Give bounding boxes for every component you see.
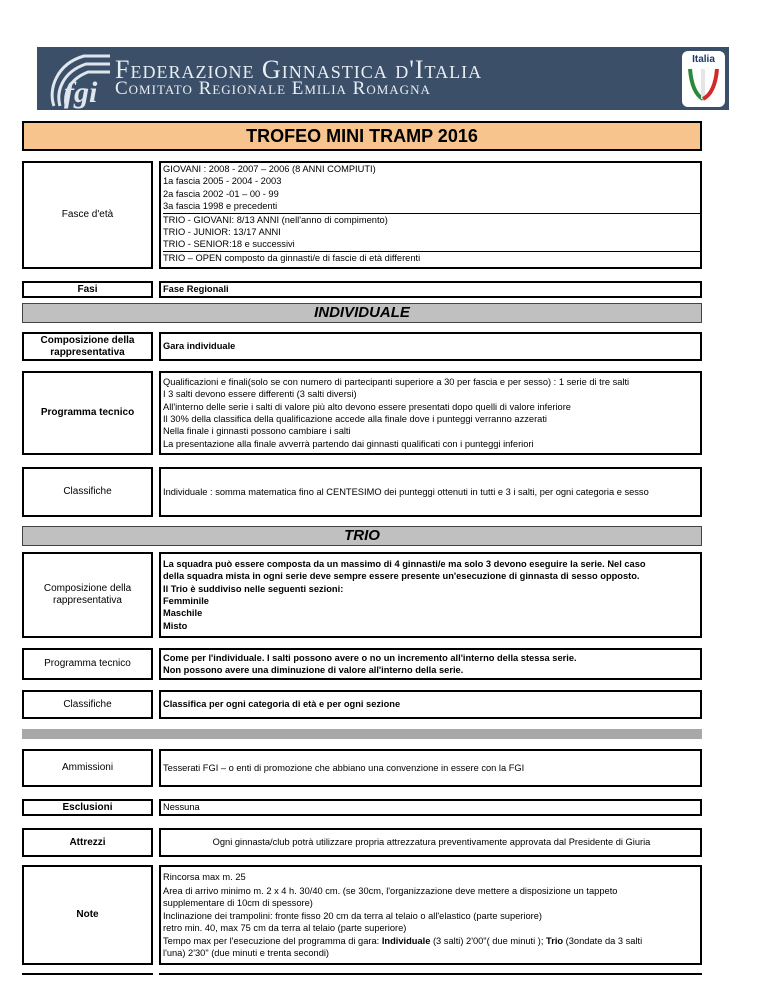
- note-line: [163, 935, 700, 947]
- trio-classifiche-value: Classifica per ogni categoria di età e per ogni sezione: [159, 690, 702, 719]
- fasi-value: Fase Regionali: [159, 281, 702, 298]
- committee-name: Comitato Regionale Emilia Romagna: [115, 78, 431, 99]
- trio-composizione-line: La squadra può essere composta da un massimo di 4 ginnasti/e ma solo 3 devono eseguire la serie. Nel caso: [163, 558, 646, 569]
- section-trio: TRIO: [22, 526, 702, 546]
- trio-programma-line: Non possono avere una diminuzione di valore all'interno della serie.: [163, 665, 464, 675]
- fasce-line: TRIO - JUNIOR: 13/17 ANNI: [163, 227, 281, 238]
- note-line: retro min. 40, max 75 cm da terra al telaio (parte superiore): [163, 923, 407, 934]
- individuale-programma-box: [159, 371, 702, 455]
- esclusioni-label: Esclusioni: [22, 799, 153, 816]
- tricolor-icon: [682, 65, 725, 103]
- page-title: TROFEO MINI TRAMP 2016: [22, 121, 702, 151]
- programma-line: La presentazione alla finale avverrà partendo dai ginnasti qualificati con i punteggi inferiori: [163, 438, 534, 449]
- individuale-composizione-label: Composizione della rappresentativa: [22, 332, 153, 361]
- programma-line: I 3 salti devono essere differenti (3 salti diversi): [163, 389, 357, 400]
- attrezzi-label: Attrezzi: [22, 828, 153, 857]
- trio-programma-label: Programma tecnico: [22, 648, 153, 680]
- note-text: (3ondate da 3 salti: [563, 935, 643, 946]
- note-line: supplementare di 10cm di spessore): [163, 898, 313, 909]
- fasce-box: [159, 161, 702, 269]
- programma-line: Nella finale i ginnasti possono cambiare i salti: [163, 426, 351, 437]
- fgi-logo: [44, 50, 116, 110]
- individuale-classifiche-label: Classifiche: [22, 467, 153, 517]
- trio-composizione-line: Femminile: [163, 596, 209, 606]
- trio-programma-box: [159, 648, 702, 680]
- fasce-line: 2a fascia 2002 -01 – 00 - 99: [163, 188, 279, 199]
- note-text: Tempo max per l'esecuzione del programma di gara:: [163, 935, 382, 946]
- fasce-line: TRIO - SENIOR:18 e successivi: [163, 238, 700, 251]
- note-label: Note: [22, 865, 153, 965]
- individuale-composizione-value: Gara individuale: [159, 332, 702, 361]
- note-box: [159, 865, 702, 965]
- programma-line: All'interno delle serie i salti di valore più alto devono essere presentati dopo quelli di valore inferiore: [163, 401, 571, 412]
- bottom-rule: [22, 973, 153, 975]
- trio-composizione-box: [159, 552, 702, 638]
- fasce-line: GIOVANI : 2008 - 2007 – 2006 (8 ANNI COMPIUTI): [163, 164, 376, 174]
- trio-composizione-line: Il Trio è suddiviso nelle seguenti sezioni:: [163, 583, 344, 594]
- fasce-line: TRIO – OPEN composto da ginnasti/e di fascie di età differenti: [163, 252, 421, 263]
- programma-line: Qualificazioni e finali(solo se con numero di partecipanti superiore a 30 per fascia e per sesso) : 1 serie di tre salti: [163, 376, 630, 387]
- note-line: Rincorsa max m. 25: [163, 871, 246, 882]
- fasce-line: TRIO - GIOVANI: 8/13 ANNI (nell'anno di compimento): [163, 214, 388, 225]
- note-bold: Individuale: [381, 935, 431, 946]
- logo-lettering: fgi: [64, 76, 98, 109]
- trio-composizione-label: Composizione della rappresentativa: [22, 552, 153, 638]
- italia-badge: [682, 51, 725, 107]
- note-bold: Trio: [546, 935, 564, 946]
- trio-composizione-line: Maschile: [163, 608, 203, 619]
- note-line: Area di arrivo minimo m. 2 x 4 h. 30/40 cm. (se 30cm, l'organizzazione deve mettere a disposizione un tappeto: [163, 885, 618, 896]
- fasce-line: 1a fascia 2005 - 2004 - 2003: [163, 176, 282, 187]
- fasce-label: Fasce d'età: [22, 161, 153, 269]
- ammissioni-label: Ammissioni: [22, 749, 153, 787]
- individuale-programma-label: Programma tecnico: [22, 371, 153, 455]
- federation-name: Federazione Ginnastica d'Italia: [115, 55, 483, 84]
- section-individuale: INDIVIDUALE: [22, 303, 702, 323]
- trio-programma-line: Come per l'individuale. I salti possono avere o no un incremento all'interno della stessa serie.: [163, 652, 577, 663]
- italia-badge-text: Italia: [692, 54, 715, 65]
- trio-composizione-line: della squadra mista in ogni serie deve sempre essere presente un'esecuzione di ginnasta di sesso opposto.: [163, 571, 640, 582]
- attrezzi-value: Ogni ginnasta/club potrà utilizzare propria attrezzatura preventivamente approvata dal Presidente di Giuria: [159, 828, 702, 857]
- fasce-line: 3a fascia 1998 e precedenti: [163, 200, 700, 213]
- individuale-classifiche-value: Individuale : somma matematica fino al CENTESIMO dei punteggi ottenuti in tutti e 3 i salti, per ogni categoria e sesso: [159, 467, 702, 517]
- note-line: Inclinazione dei trampolini: fronte fisso 20 cm da terra al telaio o all'elastico (parte superiore): [163, 910, 543, 921]
- bottom-rule: [159, 973, 702, 975]
- ammissioni-value: Tesserati FGI – o enti di promozione che abbiano una convenzione in essere con la FGI: [159, 749, 702, 787]
- note-line: l'una) 2'30" (due minuti e trenta secondi): [163, 948, 330, 959]
- fasi-label: Fasi: [22, 281, 153, 298]
- trio-composizione-line: Misto: [163, 620, 188, 631]
- note-text: (3 salti) 2'00"( due minuti );: [430, 935, 547, 946]
- trio-classifiche-label: Classifiche: [22, 690, 153, 719]
- section-divider: [22, 729, 702, 739]
- programma-line: Il 30% della classifica della qualificazione accede alla finale dove i punteggi verranno azzerati: [163, 414, 547, 424]
- esclusioni-value: Nessuna: [159, 799, 702, 816]
